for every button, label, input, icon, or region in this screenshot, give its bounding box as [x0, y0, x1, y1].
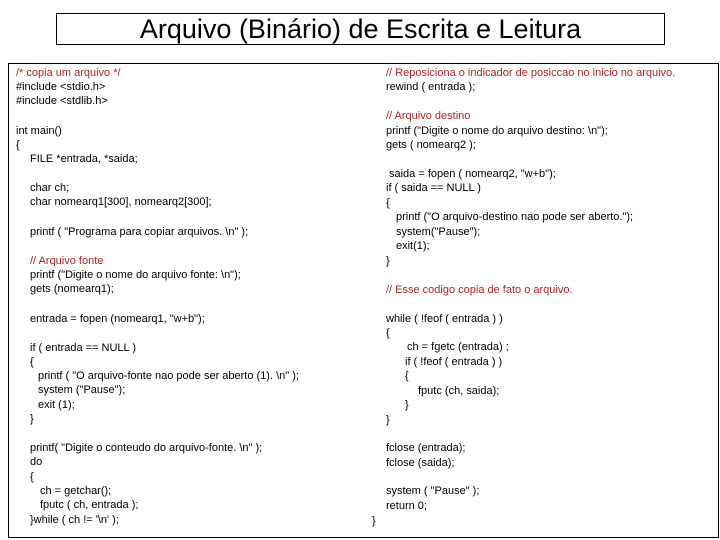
- code-line: printf ("Digite o nome do arquivo destino: \n");: [386, 125, 608, 137]
- code-line: if ( entrada == NULL ): [30, 342, 136, 354]
- code-line: if ( !feof ( entrada ) ): [405, 356, 503, 368]
- code-line: fputc (ch, saida);: [418, 385, 500, 397]
- code-line: printf ( "Programa para copiar arquivos. \n" );: [30, 226, 249, 238]
- code-line: return 0;: [386, 500, 427, 512]
- code-line: printf( "Digite o conteudo do arquivo-fonte. \n" );: [30, 442, 263, 454]
- code-line: {: [30, 356, 34, 368]
- code-line: system ("Pause");: [38, 384, 126, 396]
- code-line: {: [405, 370, 409, 382]
- code-line: }: [405, 399, 409, 411]
- code-line: system ( "Pause" );: [386, 485, 480, 497]
- code-line: char nomearq1[300], nomearq2[300];: [30, 196, 212, 208]
- code-comment: // Arquivo fonte: [30, 255, 104, 267]
- code-line: }: [386, 414, 390, 426]
- code-comment: // Arquivo destino: [386, 110, 471, 122]
- code-line: entrada = fopen (nomearq1, "w+b");: [30, 313, 205, 325]
- code-line: do: [30, 456, 43, 468]
- code-line: printf ("Digite o nome do arquivo fonte: \n");: [30, 269, 241, 281]
- code-line: {: [386, 327, 390, 339]
- code-line: char ch;: [30, 182, 70, 194]
- code-line: FILE *entrada, *saida;: [30, 153, 138, 165]
- code-comment: // Reposiciona o indicador de posiccao no inicio no arquivo.: [386, 67, 676, 79]
- code-line: {: [386, 197, 390, 209]
- code-line: printf ("O arquivo-destino nao pode ser aberto.");: [396, 211, 634, 223]
- code-line: {: [30, 471, 34, 483]
- code-line: gets ( nomearq2 );: [386, 139, 476, 151]
- code-line: {: [16, 139, 20, 151]
- code-line: #include <stdio.h>: [16, 81, 106, 93]
- code-line: ch = fgetc (entrada) ;: [407, 341, 509, 353]
- code-line: }while ( ch != '\n' );: [30, 514, 119, 526]
- code-line: }: [372, 515, 376, 527]
- code-line: fclose (saida);: [386, 457, 455, 469]
- code-line: int main(): [16, 125, 62, 137]
- code-comment: // Esse codigo copia de fato o arquivo.: [386, 284, 573, 296]
- code-line: }: [386, 255, 390, 267]
- code-line: gets (nomearq1);: [30, 283, 114, 295]
- code-line: system("Pause");: [396, 226, 481, 238]
- code-line: exit (1);: [38, 399, 75, 411]
- code-line: }: [30, 413, 34, 425]
- code-line: ch = getchar();: [40, 485, 112, 497]
- code-line: if ( saida == NULL ): [386, 182, 481, 194]
- code-line: saida = fopen ( nomearq2, "w+b");: [389, 168, 556, 180]
- code-line: fputc ( ch, entrada );: [40, 499, 139, 511]
- code-line: /* copia um arquivo */: [16, 67, 121, 79]
- code-line: #include <stdlib.h>: [16, 95, 108, 107]
- slide-title-box: [56, 13, 665, 45]
- code-line: rewind ( entrada );: [386, 81, 476, 93]
- slide-title: Arquivo (Binário) de Escrita e Leitura: [139, 13, 582, 44]
- code-listing-box: [8, 63, 719, 538]
- code-line: while ( !feof ( entrada ) ): [386, 313, 503, 325]
- code-line: fclose (entrada);: [386, 442, 466, 454]
- code-line: exit(1);: [396, 240, 430, 252]
- code-line: printf ( "O arquivo-fonte nao pode ser aberto (1). \n" );: [38, 370, 299, 382]
